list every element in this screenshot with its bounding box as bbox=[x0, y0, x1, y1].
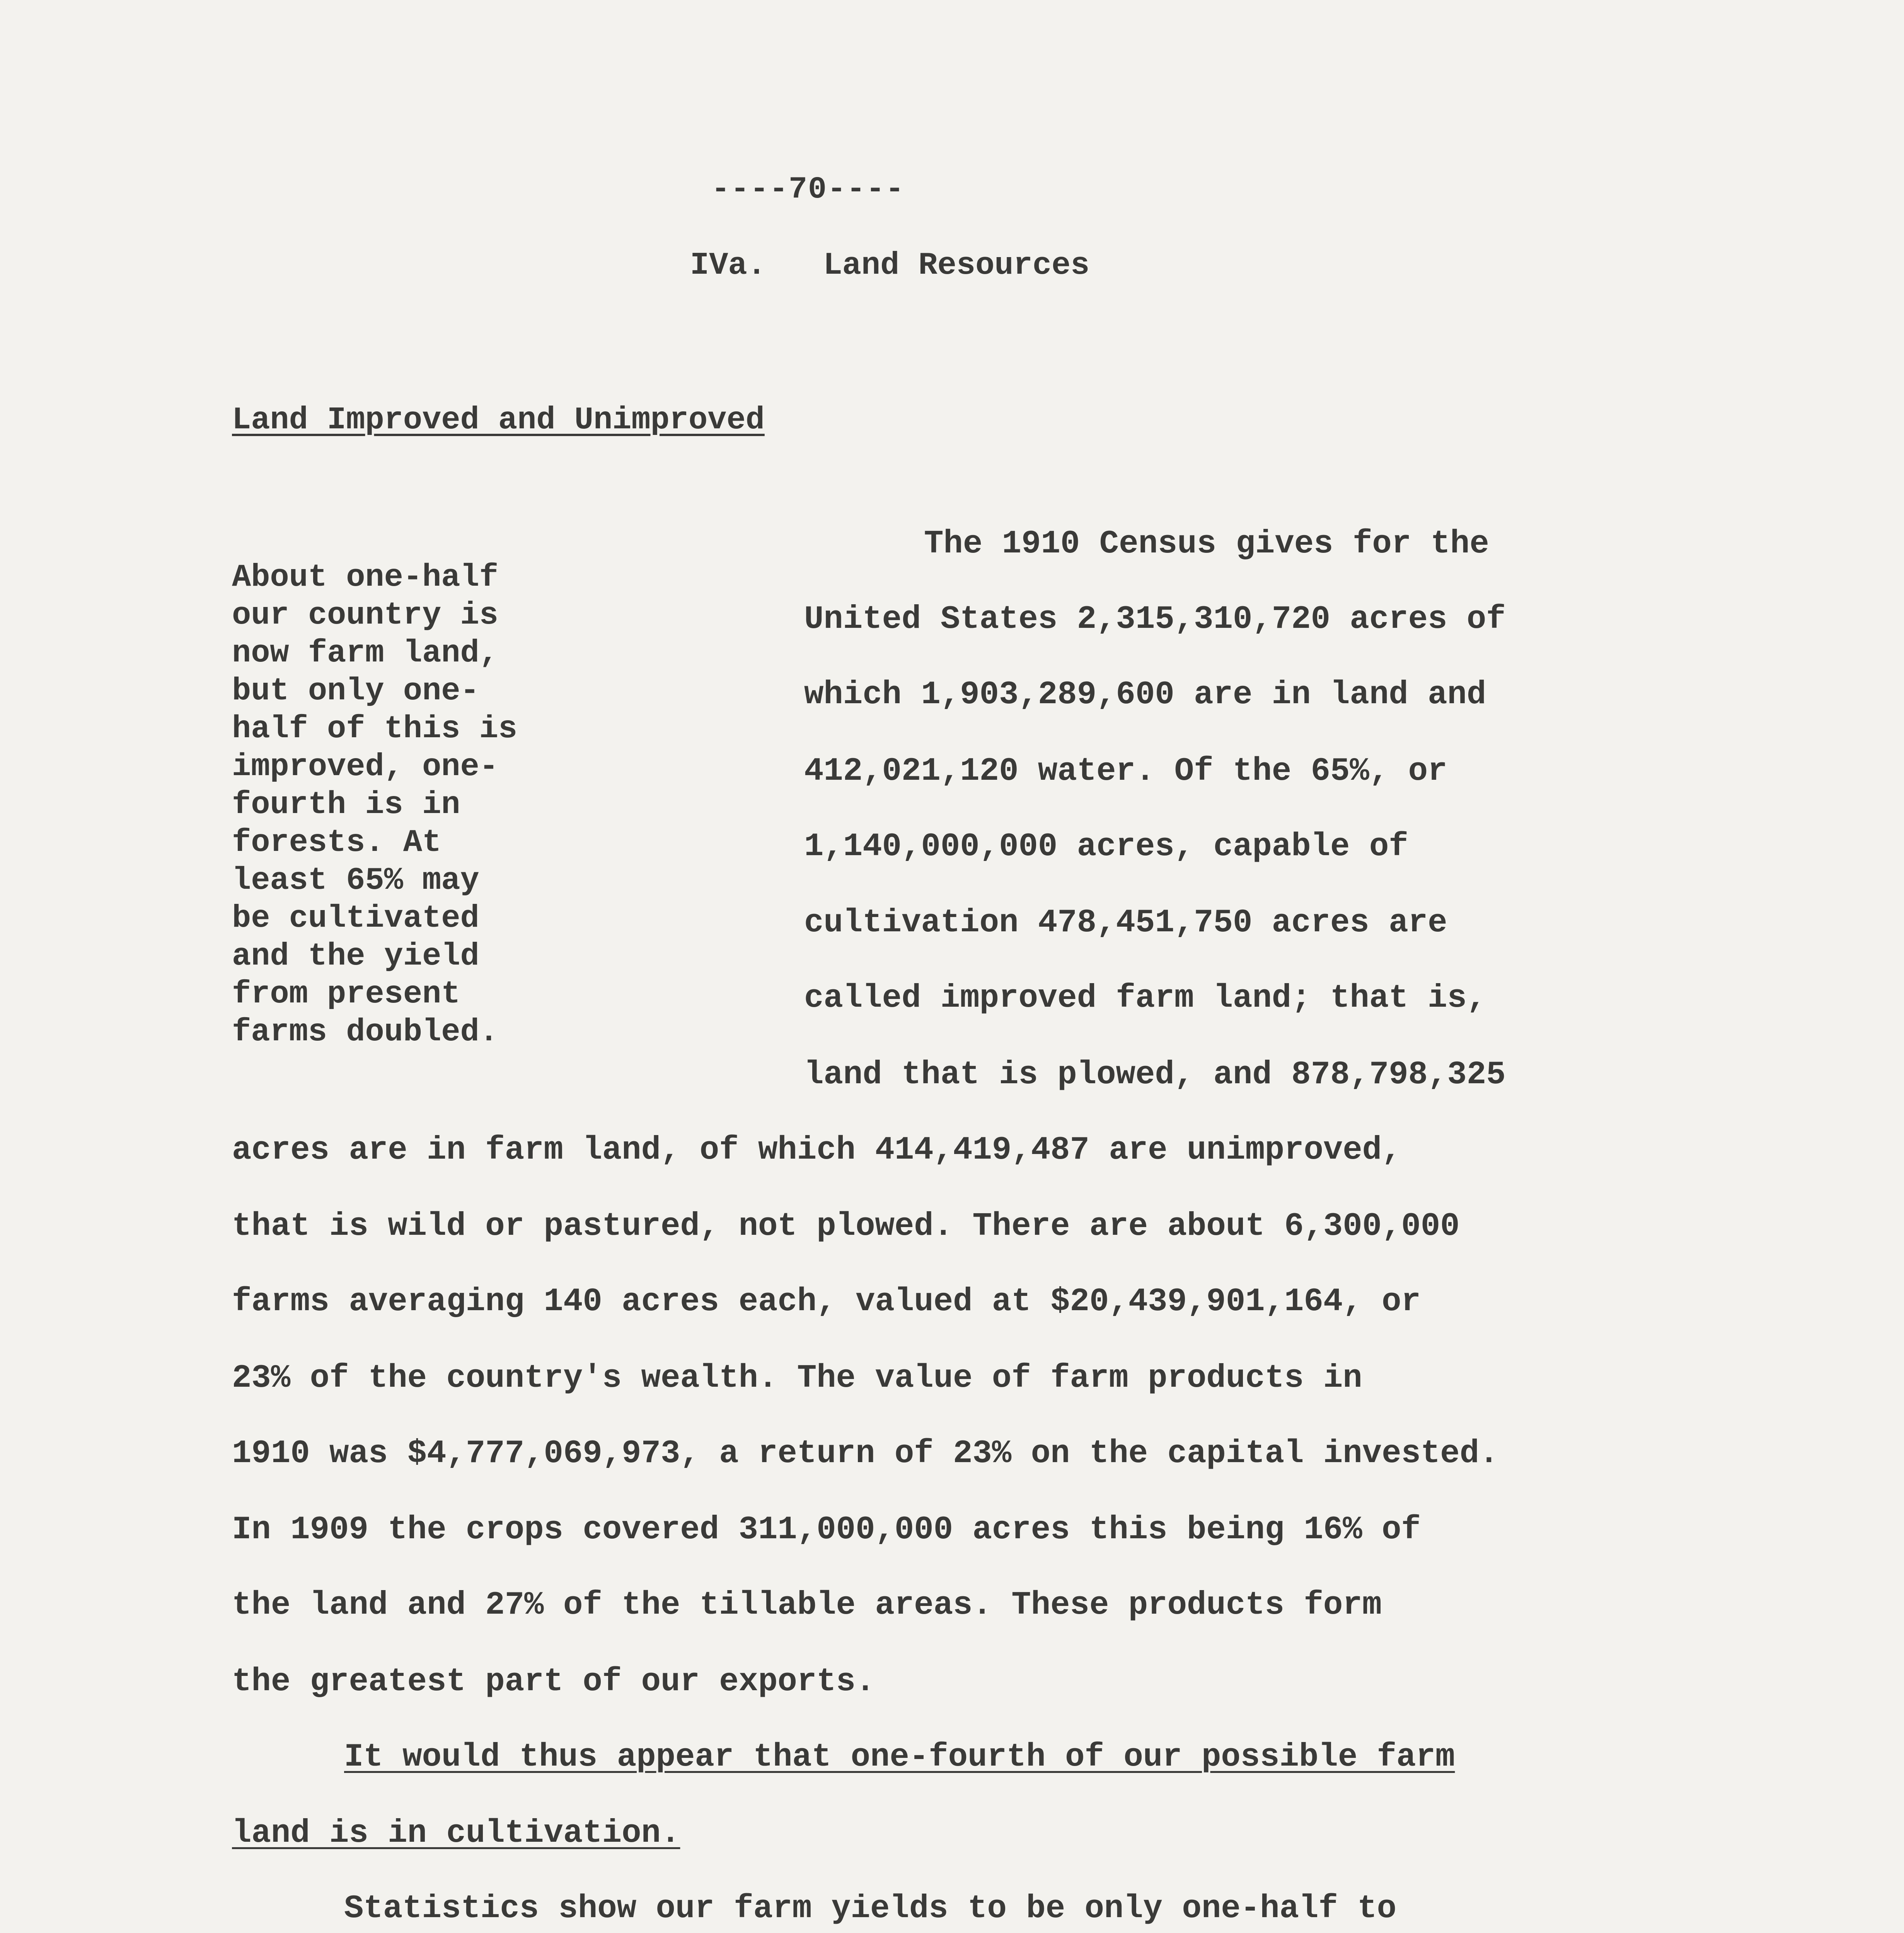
subheading: Land Improved and Unimproved bbox=[232, 402, 765, 438]
margin-note-line: our country is bbox=[232, 597, 498, 633]
paragraph-1-line: The 1910 Census gives for the bbox=[924, 526, 1489, 563]
margin-note-line: from present bbox=[232, 976, 460, 1012]
page-number: ----70---- bbox=[711, 172, 905, 207]
section-title: IVa. Land Resources bbox=[690, 247, 1090, 283]
paragraph-1-line: cultivation 478,451,750 acres are bbox=[804, 905, 1447, 941]
margin-note bbox=[232, 559, 619, 1051]
paragraph-1-line: acres are in farm land, of which 414,419,487 are unimproved, bbox=[232, 1132, 1401, 1169]
paragraph-1-line: the land and 27% of the tillable areas. These products form bbox=[232, 1587, 1382, 1624]
paragraph-1-line: farms averaging 140 acres each, valued at $20,439,901,164, or bbox=[232, 1284, 1421, 1320]
paragraph-1-line: which 1,903,289,600 are in land and bbox=[804, 677, 1486, 713]
margin-note-line: forests. At bbox=[232, 825, 441, 861]
margin-note-line: least 65% may bbox=[232, 863, 479, 898]
paragraph-1-line: 1910 was $4,777,069,973, a return of 23% on the capital invested. bbox=[232, 1435, 1499, 1472]
margin-note-line: improved, one- bbox=[232, 749, 498, 785]
paragraph-1-line: 412,021,120 water. Of the 65%, or bbox=[804, 753, 1447, 790]
paragraph-3-line: Statistics show our farm yields to be only one-half to bbox=[344, 1890, 1397, 1927]
paragraph-1-line: the greatest part of our exports. bbox=[232, 1664, 875, 1700]
paragraph-1-line: land that is plowed, and 878,798,325 bbox=[804, 1057, 1506, 1093]
margin-note-line: farms doubled. bbox=[232, 1014, 498, 1050]
margin-note-line: fourth is in bbox=[232, 787, 460, 823]
paragraph-1-line: 23% of the country's wealth. The value of farm products in bbox=[232, 1360, 1362, 1397]
margin-note-line: About one-half bbox=[232, 559, 498, 595]
margin-note-line: be cultivated bbox=[232, 900, 479, 936]
margin-note-line: and the yield bbox=[232, 938, 479, 974]
paragraph-1-line: United States 2,315,310,720 acres of bbox=[804, 601, 1506, 638]
margin-note-line: but only one- bbox=[232, 673, 479, 709]
paragraph-1-line: In 1909 the crops covered 311,000,000 acres this being 16% of bbox=[232, 1512, 1421, 1548]
conclusion-line: It would thus appear that one-fourth of our possible farm bbox=[344, 1739, 1455, 1776]
paragraph-1-line: that is wild or pastured, not plowed. There are about 6,300,000 bbox=[232, 1208, 1460, 1245]
paragraph-1-line: called improved farm land; that is, bbox=[804, 980, 1486, 1017]
margin-note-line: half of this is bbox=[232, 711, 518, 747]
margin-note-line: now farm land, bbox=[232, 635, 498, 671]
conclusion-line: land is in cultivation. bbox=[232, 1815, 680, 1852]
paragraph-1-line: 1,140,000,000 acres, capable of bbox=[804, 828, 1408, 865]
